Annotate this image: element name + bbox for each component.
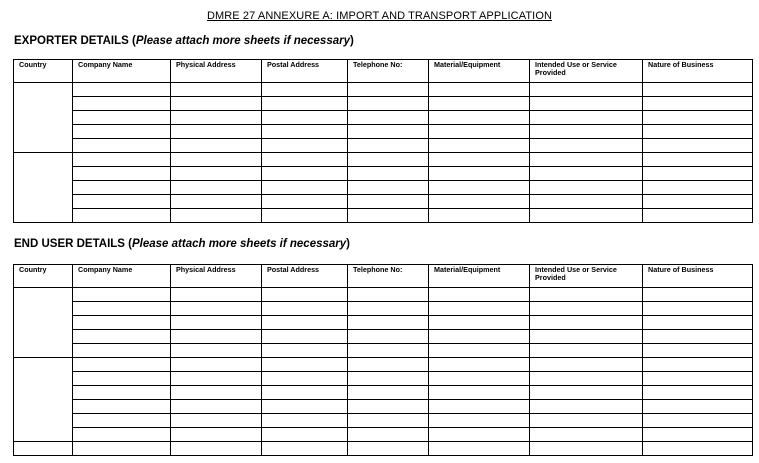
exporter-material-equipment-cell[interactable] <box>429 209 530 223</box>
end-user-telephone-cell[interactable] <box>348 372 429 386</box>
end-user-nature-of-business-cell[interactable] <box>643 330 753 344</box>
exporter-country-cell[interactable] <box>14 153 73 223</box>
table-row <box>14 442 753 456</box>
exporter-note-close: ) <box>350 35 354 47</box>
end-user-material-equipment-cell[interactable] <box>429 316 530 330</box>
column-header-postal-address: Postal Address <box>262 60 348 83</box>
exporter-details-heading <box>14 35 354 47</box>
end-user-heading-label: END USER DETAILS <box>14 238 125 250</box>
exporter-intended-use-cell[interactable] <box>530 209 643 223</box>
exporter-postal-address-cell[interactable] <box>262 209 348 223</box>
exporter-material-equipment-cell[interactable] <box>429 139 530 153</box>
end-user-intended-use-cell[interactable] <box>530 386 643 400</box>
exporter-physical-address-cell[interactable] <box>171 125 262 139</box>
exporter-material-equipment-cell[interactable] <box>429 167 530 181</box>
exporter-note: Please attach more sheets if necessary <box>135 35 350 47</box>
column-header-telephone: Telephone No: <box>348 60 429 83</box>
end-user-physical-address-cell[interactable] <box>171 358 262 372</box>
end-user-telephone-cell[interactable] <box>348 330 429 344</box>
table-row <box>14 386 753 400</box>
exporter-material-equipment-cell[interactable] <box>429 83 530 97</box>
end-user-intended-use-cell[interactable] <box>530 302 643 316</box>
end-user-company-name-cell[interactable] <box>73 372 171 386</box>
end-user-nature-of-business-cell[interactable] <box>643 442 753 456</box>
exporter-company-name-cell[interactable] <box>73 125 171 139</box>
end-user-intended-use-cell[interactable] <box>530 442 643 456</box>
end-user-physical-address-cell[interactable] <box>171 316 262 330</box>
end-user-nature-of-business-cell[interactable] <box>643 428 753 442</box>
end-user-country-cell[interactable] <box>14 358 73 442</box>
exporter-telephone-cell[interactable] <box>348 209 429 223</box>
exporter-telephone-cell[interactable] <box>348 83 429 97</box>
column-header-country: Country <box>14 265 73 288</box>
exporter-telephone-cell[interactable] <box>348 111 429 125</box>
end-user-postal-address-cell[interactable] <box>262 386 348 400</box>
exporter-intended-use-cell[interactable] <box>530 97 643 111</box>
end-user-note-close: ) <box>346 238 350 250</box>
exporter-postal-address-cell[interactable] <box>262 83 348 97</box>
column-header-company-name: Company Name <box>73 60 171 83</box>
end-user-company-name-cell[interactable] <box>73 386 171 400</box>
exporter-physical-address-cell[interactable] <box>171 181 262 195</box>
end-user-company-name-cell[interactable] <box>73 414 171 428</box>
exporter-company-name-cell[interactable] <box>73 167 171 181</box>
exporter-details-table <box>13 59 753 223</box>
end-user-physical-address-cell[interactable] <box>171 344 262 358</box>
end-user-nature-of-business-cell[interactable] <box>643 400 753 414</box>
column-header-physical-address: Physical Address <box>171 60 262 83</box>
end-user-material-equipment-cell[interactable] <box>429 386 530 400</box>
end-user-telephone-cell[interactable] <box>348 442 429 456</box>
end-user-intended-use-cell[interactable] <box>530 400 643 414</box>
end-user-material-equipment-cell[interactable] <box>429 302 530 316</box>
exporter-intended-use-cell[interactable] <box>530 139 643 153</box>
end-user-telephone-cell[interactable] <box>348 316 429 330</box>
end-user-postal-address-cell[interactable] <box>262 302 348 316</box>
table-row <box>14 139 753 153</box>
end-user-telephone-cell[interactable] <box>348 288 429 302</box>
end-user-telephone-cell[interactable] <box>348 302 429 316</box>
exporter-postal-address-cell[interactable] <box>262 139 348 153</box>
exporter-intended-use-cell[interactable] <box>530 83 643 97</box>
end-user-nature-of-business-cell[interactable] <box>643 316 753 330</box>
exporter-nature-of-business-cell[interactable] <box>643 111 753 125</box>
exporter-material-equipment-cell[interactable] <box>429 97 530 111</box>
column-header-country: Country <box>14 60 73 83</box>
end-user-nature-of-business-cell[interactable] <box>643 344 753 358</box>
end-user-postal-address-cell[interactable] <box>262 400 348 414</box>
column-header-physical-address: Physical Address <box>171 265 262 288</box>
end-user-postal-address-cell[interactable] <box>262 414 348 428</box>
exporter-physical-address-cell[interactable] <box>171 195 262 209</box>
column-header-telephone: Telephone No: <box>348 265 429 288</box>
end-user-company-name-cell[interactable] <box>73 344 171 358</box>
exporter-company-name-cell[interactable] <box>73 97 171 111</box>
table-row <box>14 153 753 167</box>
exporter-physical-address-cell[interactable] <box>171 111 262 125</box>
end-user-material-equipment-cell[interactable] <box>429 358 530 372</box>
exporter-nature-of-business-cell[interactable] <box>643 195 753 209</box>
exporter-nature-of-business-cell[interactable] <box>643 83 753 97</box>
exporter-intended-use-cell[interactable] <box>530 181 643 195</box>
table-row <box>14 125 753 139</box>
end-user-postal-address-cell[interactable] <box>262 358 348 372</box>
table-row <box>14 358 753 372</box>
exporter-material-equipment-cell[interactable] <box>429 181 530 195</box>
table-row <box>14 209 753 223</box>
end-user-country-cell[interactable] <box>14 288 73 358</box>
column-header-intended-use: Intended Use or Service Provided <box>530 60 643 83</box>
table-row <box>14 344 753 358</box>
end-user-details-table <box>13 264 753 456</box>
end-user-physical-address-cell[interactable] <box>171 288 262 302</box>
table-row <box>14 400 753 414</box>
exporter-postal-address-cell[interactable] <box>262 97 348 111</box>
end-user-postal-address-cell[interactable] <box>262 372 348 386</box>
exporter-header-row <box>14 60 753 83</box>
end-user-nature-of-business-cell[interactable] <box>643 372 753 386</box>
column-header-nature-of-business: Nature of Business <box>643 265 753 288</box>
exporter-material-equipment-cell[interactable] <box>429 195 530 209</box>
column-header-nature-of-business: Nature of Business <box>643 60 753 83</box>
exporter-company-name-cell[interactable] <box>73 111 171 125</box>
exporter-company-name-cell[interactable] <box>73 139 171 153</box>
end-user-intended-use-cell[interactable] <box>530 288 643 302</box>
exporter-postal-address-cell[interactable] <box>262 181 348 195</box>
end-user-postal-address-cell[interactable] <box>262 316 348 330</box>
exporter-intended-use-cell[interactable] <box>530 167 643 181</box>
end-user-postal-address-cell[interactable] <box>262 288 348 302</box>
exporter-telephone-cell[interactable] <box>348 153 429 167</box>
exporter-postal-address-cell[interactable] <box>262 195 348 209</box>
end-user-material-equipment-cell[interactable] <box>429 414 530 428</box>
end-user-note-open: ( <box>124 238 132 250</box>
end-user-intended-use-cell[interactable] <box>530 372 643 386</box>
exporter-postal-address-cell[interactable] <box>262 153 348 167</box>
table-row <box>14 316 753 330</box>
exporter-material-equipment-cell[interactable] <box>429 111 530 125</box>
exporter-nature-of-business-cell[interactable] <box>643 181 753 195</box>
exporter-telephone-cell[interactable] <box>348 181 429 195</box>
end-user-physical-address-cell[interactable] <box>171 400 262 414</box>
end-user-material-equipment-cell[interactable] <box>429 442 530 456</box>
end-user-postal-address-cell[interactable] <box>262 442 348 456</box>
exporter-company-name-cell[interactable] <box>73 83 171 97</box>
end-user-physical-address-cell[interactable] <box>171 330 262 344</box>
column-header-company-name: Company Name <box>73 265 171 288</box>
exporter-postal-address-cell[interactable] <box>262 167 348 181</box>
table-row <box>14 372 753 386</box>
table-row <box>14 97 753 111</box>
end-user-details-heading <box>14 238 350 250</box>
end-user-nature-of-business-cell[interactable] <box>643 386 753 400</box>
exporter-intended-use-cell[interactable] <box>530 125 643 139</box>
exporter-nature-of-business-cell[interactable] <box>643 153 753 167</box>
end-user-company-name-cell[interactable] <box>73 330 171 344</box>
exporter-intended-use-cell[interactable] <box>530 153 643 167</box>
exporter-telephone-cell[interactable] <box>348 195 429 209</box>
end-user-company-name-cell[interactable] <box>73 358 171 372</box>
column-header-material-equipment: Material/Equipment <box>429 265 530 288</box>
end-user-postal-address-cell[interactable] <box>262 428 348 442</box>
end-user-nature-of-business-cell[interactable] <box>643 414 753 428</box>
exporter-country-cell[interactable] <box>14 83 73 153</box>
end-user-company-name-cell[interactable] <box>73 400 171 414</box>
exporter-nature-of-business-cell[interactable] <box>643 209 753 223</box>
end-user-telephone-cell[interactable] <box>348 428 429 442</box>
end-user-intended-use-cell[interactable] <box>530 344 643 358</box>
end-user-header-row <box>14 265 753 288</box>
end-user-physical-address-cell[interactable] <box>171 302 262 316</box>
end-user-intended-use-cell[interactable] <box>530 330 643 344</box>
exporter-telephone-cell[interactable] <box>348 167 429 181</box>
end-user-material-equipment-cell[interactable] <box>429 330 530 344</box>
exporter-postal-address-cell[interactable] <box>262 125 348 139</box>
column-header-intended-use: Intended Use or Service Provided <box>530 265 643 288</box>
exporter-nature-of-business-cell[interactable] <box>643 125 753 139</box>
exporter-material-equipment-cell[interactable] <box>429 153 530 167</box>
column-header-material-equipment: Material/Equipment <box>429 60 530 83</box>
exporter-telephone-cell[interactable] <box>348 125 429 139</box>
exporter-telephone-cell[interactable] <box>348 139 429 153</box>
exporter-telephone-cell[interactable] <box>348 97 429 111</box>
end-user-physical-address-cell[interactable] <box>171 372 262 386</box>
end-user-physical-address-cell[interactable] <box>171 414 262 428</box>
table-row <box>14 83 753 97</box>
end-user-physical-address-cell[interactable] <box>171 428 262 442</box>
end-user-country-cell[interactable] <box>14 442 73 456</box>
end-user-telephone-cell[interactable] <box>348 400 429 414</box>
end-user-postal-address-cell[interactable] <box>262 330 348 344</box>
table-row <box>14 330 753 344</box>
exporter-nature-of-business-cell[interactable] <box>643 167 753 181</box>
end-user-intended-use-cell[interactable] <box>530 358 643 372</box>
table-row <box>14 288 753 302</box>
exporter-physical-address-cell[interactable] <box>171 139 262 153</box>
table-row <box>14 167 753 181</box>
exporter-intended-use-cell[interactable] <box>530 111 643 125</box>
exporter-physical-address-cell[interactable] <box>171 209 262 223</box>
exporter-note-open: ( <box>128 35 136 47</box>
end-user-nature-of-business-cell[interactable] <box>643 358 753 372</box>
end-user-telephone-cell[interactable] <box>348 344 429 358</box>
exporter-company-name-cell[interactable] <box>73 209 171 223</box>
end-user-telephone-cell[interactable] <box>348 414 429 428</box>
end-user-intended-use-cell[interactable] <box>530 428 643 442</box>
exporter-postal-address-cell[interactable] <box>262 111 348 125</box>
end-user-note: Please attach more sheets if necessary <box>132 238 347 250</box>
end-user-nature-of-business-cell[interactable] <box>643 288 753 302</box>
end-user-intended-use-cell[interactable] <box>530 316 643 330</box>
exporter-heading-label: EXPORTER DETAILS <box>14 35 129 47</box>
end-user-company-name-cell[interactable] <box>73 316 171 330</box>
end-user-company-name-cell[interactable] <box>73 442 171 456</box>
end-user-material-equipment-cell[interactable] <box>429 344 530 358</box>
table-row <box>14 302 753 316</box>
exporter-material-equipment-cell[interactable] <box>429 125 530 139</box>
end-user-postal-address-cell[interactable] <box>262 344 348 358</box>
end-user-telephone-cell[interactable] <box>348 358 429 372</box>
table-row <box>14 195 753 209</box>
table-row <box>14 111 753 125</box>
exporter-physical-address-cell[interactable] <box>171 97 262 111</box>
end-user-material-equipment-cell[interactable] <box>429 288 530 302</box>
exporter-nature-of-business-cell[interactable] <box>643 97 753 111</box>
column-header-postal-address: Postal Address <box>262 265 348 288</box>
table-row <box>14 428 753 442</box>
end-user-material-equipment-cell[interactable] <box>429 428 530 442</box>
document-title: DMRE 27 ANNEXURE A: IMPORT AND TRANSPORT APPLICATION <box>206 10 553 22</box>
exporter-physical-address-cell[interactable] <box>171 167 262 181</box>
end-user-physical-address-cell[interactable] <box>171 442 262 456</box>
end-user-nature-of-business-cell[interactable] <box>643 302 753 316</box>
end-user-company-name-cell[interactable] <box>73 288 171 302</box>
exporter-physical-address-cell[interactable] <box>171 83 262 97</box>
end-user-material-equipment-cell[interactable] <box>429 372 530 386</box>
table-row <box>14 414 753 428</box>
exporter-physical-address-cell[interactable] <box>171 153 262 167</box>
exporter-company-name-cell[interactable] <box>73 153 171 167</box>
end-user-intended-use-cell[interactable] <box>530 414 643 428</box>
end-user-physical-address-cell[interactable] <box>171 386 262 400</box>
exporter-nature-of-business-cell[interactable] <box>643 139 753 153</box>
end-user-company-name-cell[interactable] <box>73 428 171 442</box>
end-user-telephone-cell[interactable] <box>348 386 429 400</box>
end-user-company-name-cell[interactable] <box>73 302 171 316</box>
exporter-company-name-cell[interactable] <box>73 181 171 195</box>
exporter-intended-use-cell[interactable] <box>530 195 643 209</box>
end-user-material-equipment-cell[interactable] <box>429 400 530 414</box>
table-row <box>14 181 753 195</box>
exporter-company-name-cell[interactable] <box>73 195 171 209</box>
